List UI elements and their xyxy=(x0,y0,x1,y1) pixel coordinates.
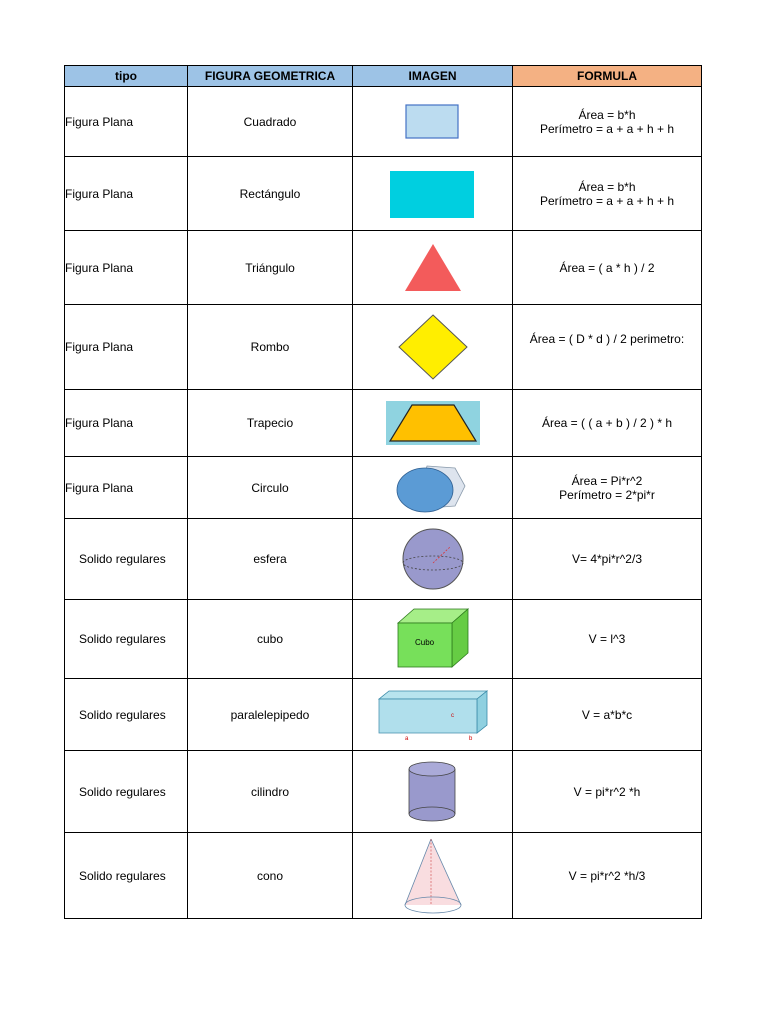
tipo-cell: Solido regulares xyxy=(65,679,188,751)
cylinder-image xyxy=(353,751,513,833)
formula-cell xyxy=(513,231,702,305)
circle-image xyxy=(353,457,513,519)
trapezoid-image xyxy=(353,390,513,457)
formula-line: Área = ( D * d ) / 2 perimetro: xyxy=(529,332,685,346)
table-row xyxy=(65,87,702,157)
tipo-cell: Figura Plana xyxy=(65,305,188,390)
formula-cell xyxy=(513,157,702,231)
tipo-cell: Figura Plana xyxy=(65,157,188,231)
table-row xyxy=(65,833,702,919)
table-row xyxy=(65,457,702,519)
formula-line: V = pi*r^2 *h/3 xyxy=(568,868,646,883)
geometry-table xyxy=(64,65,702,919)
table-row xyxy=(65,519,702,600)
triangle-image xyxy=(353,231,513,305)
figura-cell: Circulo xyxy=(188,457,353,519)
table-row xyxy=(65,679,702,751)
tipo-cell: Solido regulares xyxy=(65,833,188,919)
formula-cell xyxy=(513,751,702,833)
square-image xyxy=(353,87,513,157)
figura-cell: esfera xyxy=(188,519,353,600)
formula-line: Área = b*h xyxy=(578,107,636,122)
table-row xyxy=(65,390,702,457)
figura-cell: Cuadrado xyxy=(188,87,353,157)
formula-cell xyxy=(513,679,702,751)
tipo-cell: Figura Plana xyxy=(65,390,188,457)
formula-cell xyxy=(513,519,702,600)
figura-cell: Triángulo xyxy=(188,231,353,305)
cube-label: Cubo xyxy=(414,638,434,647)
table-row xyxy=(65,751,702,833)
table-row xyxy=(65,600,702,679)
formula-cell xyxy=(513,390,702,457)
rhombus-image xyxy=(353,305,513,390)
tipo-cell: Solido regulares xyxy=(65,519,188,600)
sphere-image xyxy=(353,519,513,600)
tipo-cell: Solido regulares xyxy=(65,600,188,679)
formula-cell xyxy=(513,457,702,519)
formula-cell xyxy=(513,305,702,390)
edge-label-a: a xyxy=(404,735,408,741)
formula-line: Perímetro = a + a + h + h xyxy=(539,121,675,136)
edge-label-c: c xyxy=(450,712,454,719)
formula-line: V = a*b*c xyxy=(581,707,633,722)
figura-cell: Rombo xyxy=(188,305,353,390)
tipo-cell: Solido regulares xyxy=(65,751,188,833)
tipo-cell: Figura Plana xyxy=(65,457,188,519)
formula-line: Área = Pi*r^2 xyxy=(571,473,643,488)
figura-cell: cubo xyxy=(188,600,353,679)
header-imagen: IMAGEN xyxy=(353,66,513,87)
cube-image xyxy=(353,600,513,679)
figura-cell: cono xyxy=(188,833,353,919)
formula-line: Perímetro = a + a + h + h xyxy=(539,193,675,208)
header-formula: FORMULA xyxy=(513,66,702,87)
formula-line: V= 4*pi*r^2/3 xyxy=(571,552,642,566)
tipo-cell: Figura Plana xyxy=(65,87,188,157)
formula-line: V = pi*r^2 *h xyxy=(573,784,641,799)
formula-cell xyxy=(513,87,702,157)
figura-cell: paralelepipedo xyxy=(188,679,353,751)
parallelepiped-image xyxy=(353,679,513,751)
formula-line: V = l^3 xyxy=(588,632,626,646)
figura-cell: cilindro xyxy=(188,751,353,833)
figura-cell: Rectángulo xyxy=(188,157,353,231)
header-figura: FIGURA GEOMETRICA xyxy=(188,66,353,87)
header-row xyxy=(65,66,702,87)
figura-cell: Trapecio xyxy=(188,390,353,457)
cone-image xyxy=(353,833,513,919)
table-row xyxy=(65,231,702,305)
formula-line: Perímetro = 2*pi*r xyxy=(559,487,655,502)
table-row xyxy=(65,157,702,231)
formula-line: Área = ( ( a + b ) / 2 ) * h xyxy=(541,416,673,430)
edge-label-b: b xyxy=(468,735,472,741)
rectangle-image xyxy=(353,157,513,231)
formula-cell xyxy=(513,833,702,919)
formula-cell xyxy=(513,600,702,679)
header-tipo: tipo xyxy=(65,66,188,87)
table-row xyxy=(65,305,702,390)
tipo-cell: Figura Plana xyxy=(65,231,188,305)
formula-line: Área = ( a * h ) / 2 xyxy=(559,260,655,275)
formula-line: Área = b*h xyxy=(578,179,636,194)
